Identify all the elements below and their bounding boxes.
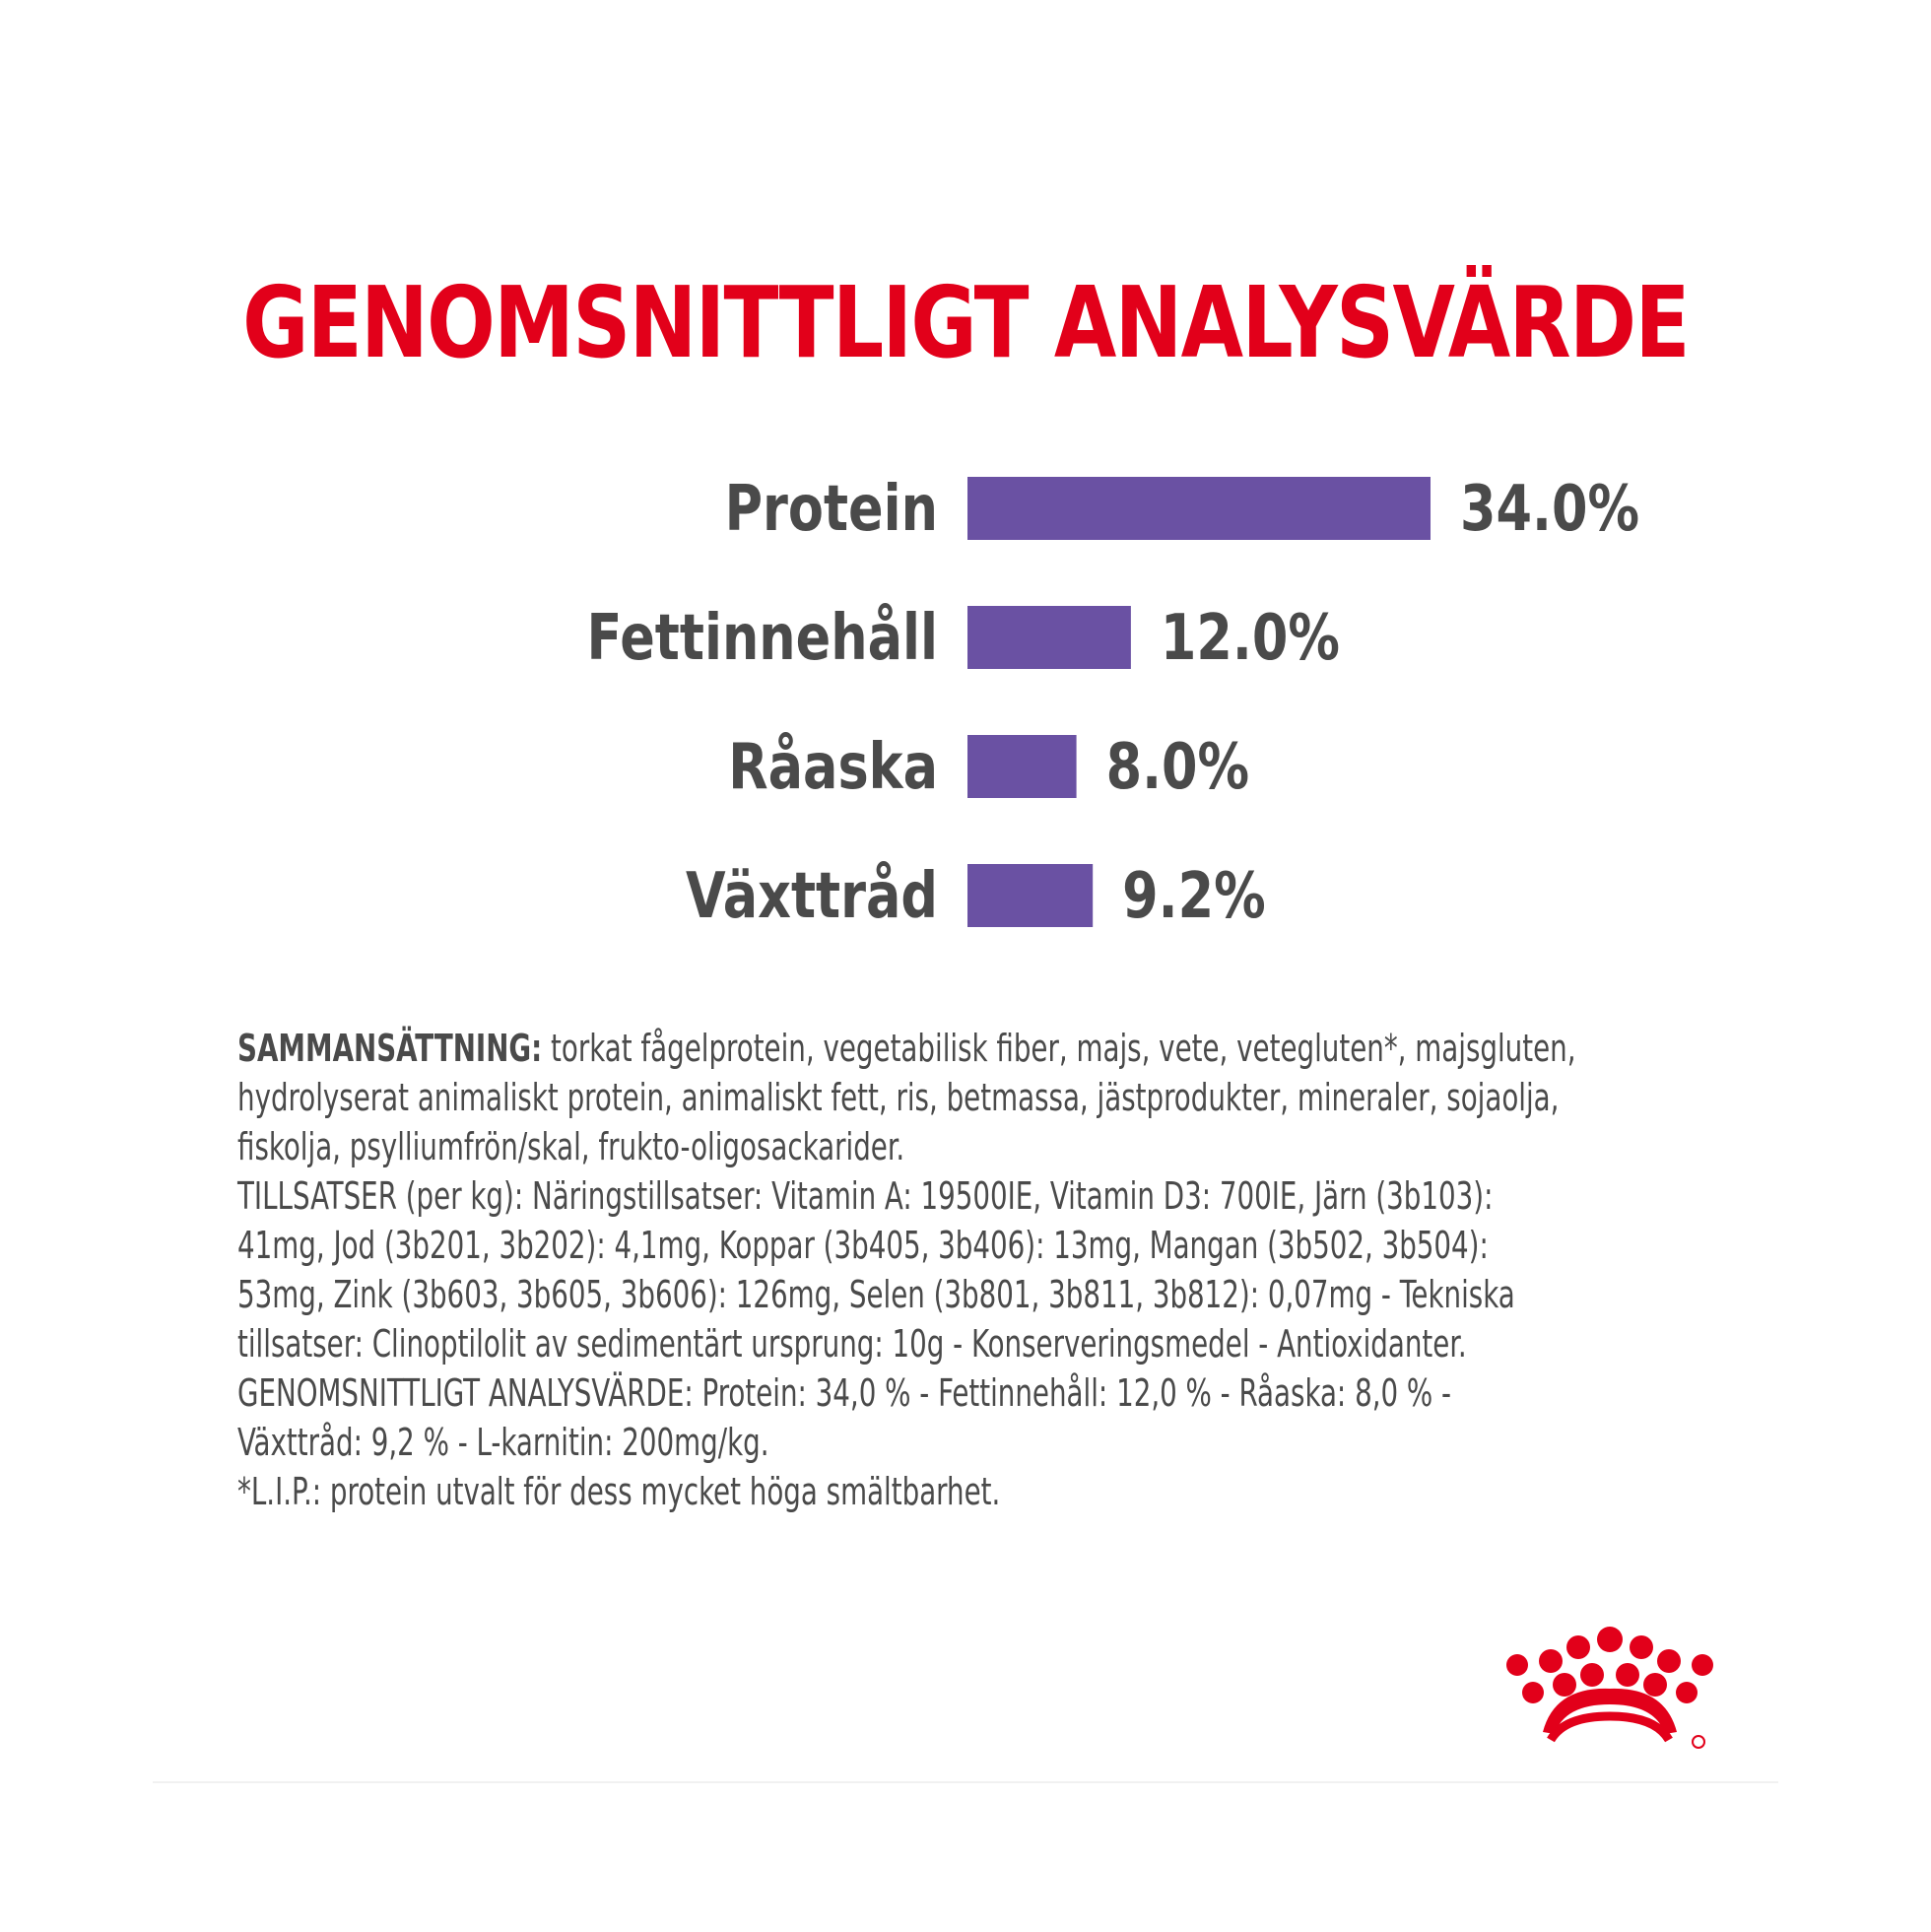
composition-lead: SAMMANSÄTTNING: xyxy=(237,1027,543,1071)
category-label-0: Protein xyxy=(724,471,938,546)
bar-0 xyxy=(967,477,1431,540)
crown-logo-icon xyxy=(1496,1626,1722,1754)
value-label-3: 9.2% xyxy=(1122,858,1266,933)
composition-additives: TILLSATSER (per kg): Näringstillsatser: Vitamin A: 19500IE, Vitamin D3: 700IE, Järn (3b103): 41mg, Jod (3b201, 3b202): 4,1mg, Koppar (3b405, 3b406): 13mg, Mangan (3b502, 3b504): 53mg, Zink (3b603, 3b605, 3b606): 126mg, Selen (3b801, 3b811, 3b812): 0,07mg - Tekniska tillsatser: Clinoptilolit av sedimentärt ursprung: 10g - Konserveringsmedel - Antioxidanter. xyxy=(237,1174,1515,1366)
composition-footnote: *L.I.P.: protein utvalt för dess mycket höga smältbarhet. xyxy=(237,1470,1001,1514)
composition-ingredients: torkat fågelprotein, vegetabilisk fiber, majs, vete, vetegluten*, majsgluten, hydrolyserat animaliskt protein, animaliskt fett, ris, betmassa, jästprodukter, mineraler, sojaolja, fiskolja, psylliumfrön/skal, frukto-oligosackarider. xyxy=(237,1027,1576,1169)
chart-title: GENOMSNITTLIGT ANALYSVÄRDE xyxy=(242,265,1689,380)
composition-text xyxy=(237,1025,1577,1517)
bar-2 xyxy=(967,735,1077,798)
composition-analysis: GENOMSNITTLIGT ANALYSVÄRDE: Protein: 34,0 % - Fettinnehåll: 12,0 % - Råaska: 8,0 % - Växttråd: 9,2 % - L-karnitin: 200mg/kg. xyxy=(237,1371,1452,1465)
bar-3 xyxy=(967,864,1093,927)
value-label-1: 12.0% xyxy=(1160,600,1340,675)
value-label-0: 34.0% xyxy=(1460,471,1640,546)
bar-1 xyxy=(967,606,1131,669)
category-label-1: Fettinnehåll xyxy=(586,600,938,675)
composition-paragraph xyxy=(237,1025,1577,1172)
category-label-3: Växttråd xyxy=(685,858,938,933)
bottom-divider xyxy=(153,1781,1778,1783)
value-label-2: 8.0% xyxy=(1105,729,1250,804)
category-label-2: Råaska xyxy=(728,729,938,804)
